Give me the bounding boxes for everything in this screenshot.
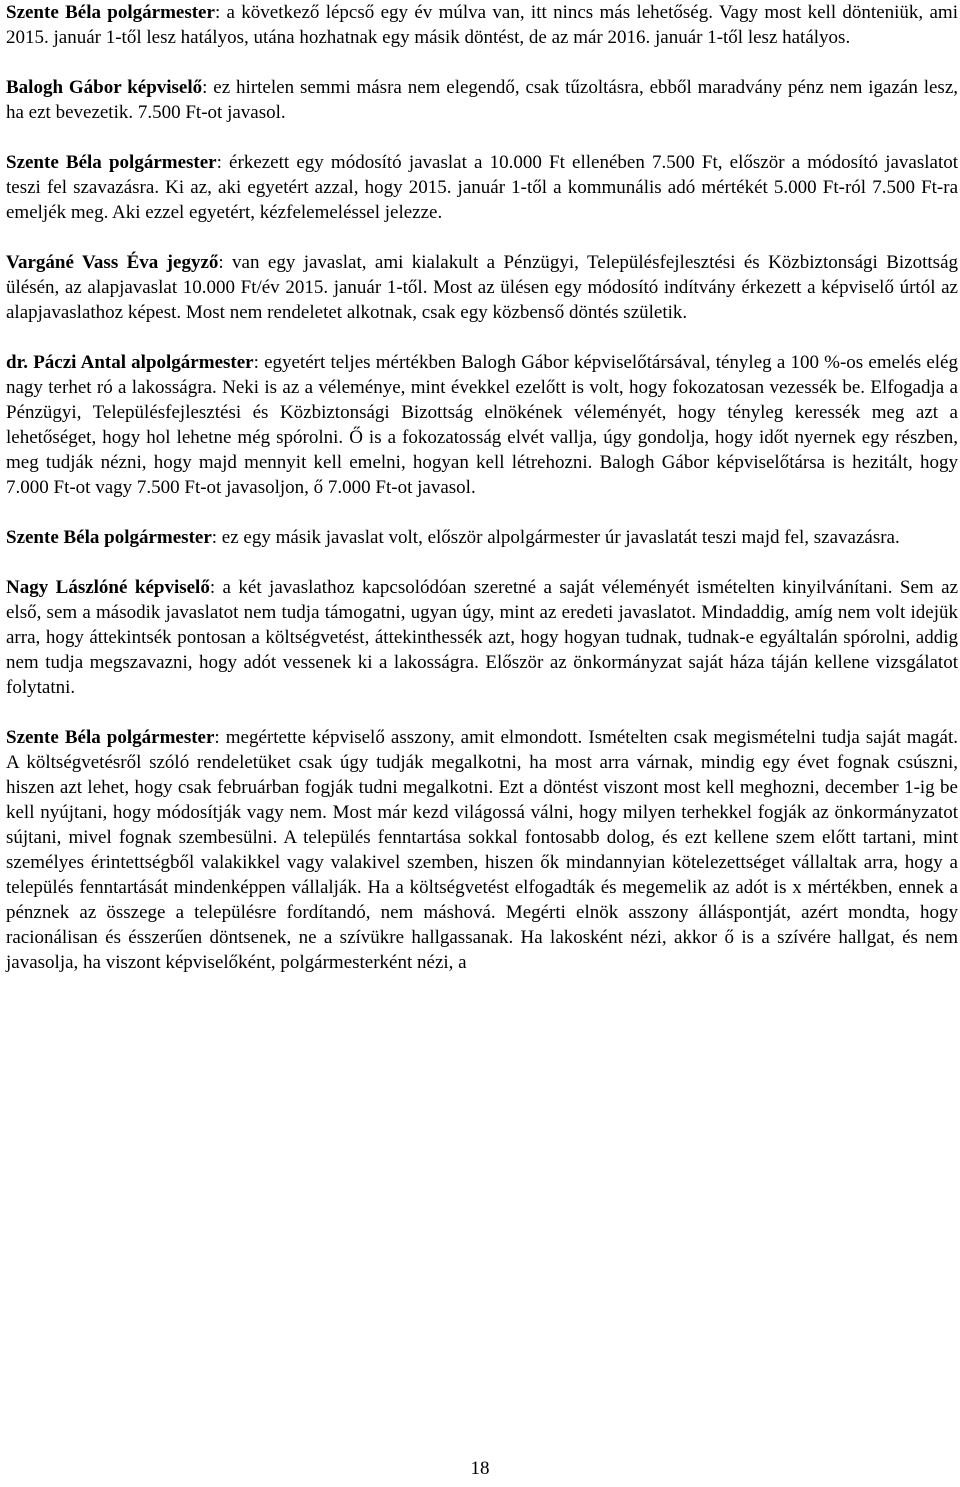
paragraph-text: : ez hirtelen semmi másra nem elegendő, csak tűzoltásra, ebből maradvány pénz nem igazán lesz, ha ezt bevezetik. 7.500 Ft-ot javasol.	[6, 77, 958, 123]
speaker-name: dr. Páczi Antal alpolgármester	[6, 352, 254, 373]
speaker-name: Balogh Gábor képviselő	[6, 77, 203, 98]
page-number: 18	[470, 1458, 490, 1479]
speaker-name: Szente Béla polgármester	[6, 152, 217, 173]
speaker-name: Szente Béla polgármester	[6, 727, 215, 748]
speaker-name: Nagy Lászlóné képviselő	[6, 577, 210, 598]
paragraph-6	[6, 525, 958, 550]
paragraph-text: : a két javaslathoz kapcsolódóan szeretné a saját véleményét ismételten kinyilvánítani. Sem az első, sem a második javaslatot nem tudja támogatni, ugyan úgy, mint az eredeti javaslatot. Mindaddig, amíg nem volt idejük arra, hogy áttekintsék pontosan a költségvetést, áttekinthessék azt, hogy hogyan tudnak, tudnak-e egyáltalán spórolni, addig nem tudja megszavazni, hogy adót vessenek ki a lakosságra. Először az önkormányzat saját háza táján kellene vizsgálatot folytatni.	[6, 577, 958, 698]
document-body	[6, 0, 958, 1000]
speaker-name: Szente Béla polgármester	[6, 2, 215, 23]
speaker-name: Vargáné Vass Éva jegyző	[6, 252, 219, 273]
paragraph-3	[6, 150, 958, 225]
paragraph-2	[6, 75, 958, 125]
paragraph-5	[6, 350, 958, 500]
paragraph-text: : megértette képviselő asszony, amit elmondott. Ismételten csak megismételni tudja saját magát. A költségvetésről szóló rendeletüket csak úgy tudják megalkotni, ha most arra várnak, mindig egy évet fognak csúszni, hiszen azt lehet, hogy csak februárban fogják tudni megalkotni. Ezt a döntést viszont most kell meghozni, december 1-ig be kell nyújtani, hogy módosítják vagy nem. Most már kezd világossá válni, hogy milyen terhekkel fogják az önkormányzatot sújtani, mivel fognak szembesülni. A település fenntartása sokkal fontosabb dolog, és ezt kellene szem előtt tartani, mint személyes érintettségből valakikkel vagy valakivel szemben, hiszen ők mindannyian kötelezettséget vállaltak arra, hogy a település fenntartását mindenképpen vállalják. Ha a költségvetést elfogadták és megemelik az adót is x mértékben, ennek a pénznek az összege a településre fordítandó, nem máshová. Megérti elnök asszony álláspontját, azért mondta, hogy racionálisan és ésszerűen döntsenek, ne a szívükre hallgassanak. Ha lakosként nézi, akkor ő is a szívére hallgat, és nem javasolja, ha viszont képviselőként, polgármesterként nézi, a	[6, 727, 958, 973]
paragraph-1	[6, 0, 958, 50]
paragraph-7	[6, 575, 958, 700]
paragraph-text: : van egy javaslat, ami kialakult a Pénzügyi, Településfejlesztési és Közbiztonsági Bizottság ülésén, az alapjavaslat 10.000 Ft/év 2015. január 1-től. Most az ülésen egy módosító indítvány érkezett a képviselő úrtól az alapjavaslathoz képest. Most nem rendeletet alkotnak, csak egy közbenső döntés születik.	[6, 252, 959, 323]
paragraph-text: : egyetért teljes mértékben Balogh Gábor képviselőtársával, tényleg a 100 %-os emelés elég nagy terhet ró a lakosságra. Neki is az a véleménye, mint évekkel ezelőtt is volt, hogy fokozatosan vezessék be. Elfogadja a Pénzügyi, Településfejlesztési és Közbiztonsági Bizottság elnökének véleményét, hogy tényleg keressék meg azt a lehetőséget, hogy hol lehetne még spórolni. Ő is a fokozatosság elvét vallja, úgy gondolja, hogy időt nyernek egy részben, meg tudják nézni, hogy majd mennyit kell emelni, hogyan kell létrehozni. Balogh Gábor képviselőtársa is hezitált, hogy 7.000 Ft-ot vagy 7.500 Ft-ot javasoljon, ő 7.000 Ft-ot javasol.	[6, 352, 958, 498]
paragraph-text: : érkezett egy módosító javaslat a 10.000 Ft ellenében 7.500 Ft, először a módosító javaslatot teszi fel szavazásra. Ki az, aki egyetért azzal, hogy 2015. január 1-től a kommunális adó mértékét 5.000 Ft-ról 7.500 Ft-ra emeljék meg. Aki ezzel egyetért, kézfelemeléssel jelezze.	[6, 152, 958, 223]
paragraph-4	[6, 250, 958, 325]
paragraph-8	[6, 725, 958, 975]
paragraph-text: : ez egy másik javaslat volt, először alpolgármester úr javaslatát teszi majd fel, szavazásra.	[211, 527, 900, 548]
paragraph-text: : a következő lépcső egy év múlva van, itt nincs más lehetőség. Vagy most kell dönteniük, ami 2015. január 1-től lesz hatályos, utána hozhatnak egy másik döntést, de az már 2016. január 1-től lesz hatályos.	[6, 2, 958, 48]
speaker-name: Szente Béla polgármester	[6, 527, 212, 548]
